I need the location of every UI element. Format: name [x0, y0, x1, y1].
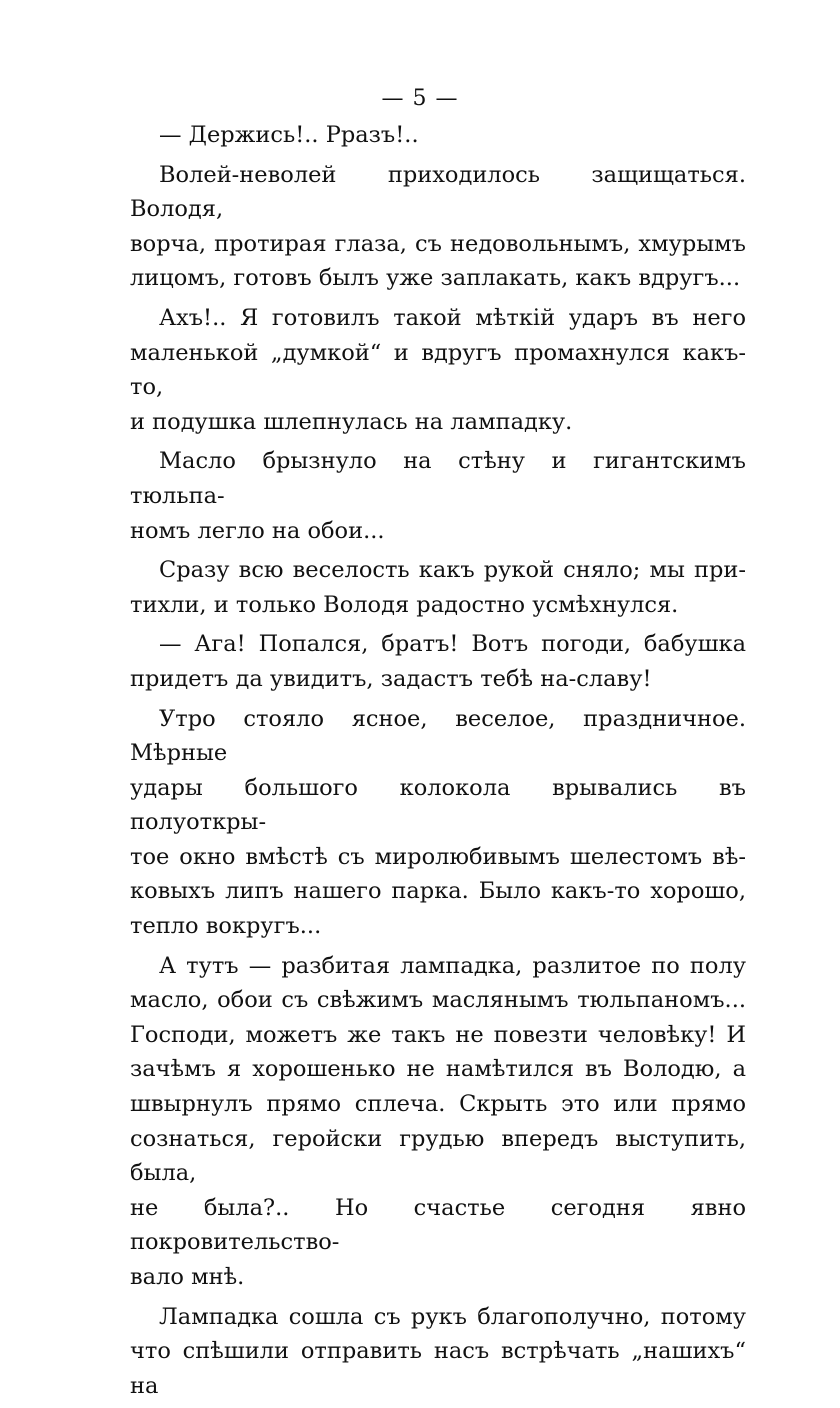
text-line: вало мнѣ. — [130, 1264, 245, 1290]
text-line: швырнулъ прямо сплеча. Скрыть это или прямо — [130, 1091, 746, 1118]
text-line: лицомъ, готовъ былъ уже заплакать, какъ вдругъ... — [130, 265, 741, 292]
text-line: тихли, и только Володя радостно усмѣхнулся. — [130, 591, 679, 618]
text-line: А тутъ — разбитая лампадка, разлитое по полу — [159, 952, 746, 979]
text-line: удары большого колокола врывались въ полуоткры- — [130, 774, 746, 836]
text-line: — Ага! Попался, братъ! Вотъ погоди, бабушка — [159, 631, 746, 658]
text-line: номъ легло на обои... — [130, 517, 385, 544]
text-line: Утро стояло ясное, веселое, праздничное. Мѣрные — [130, 705, 746, 767]
paragraph — [130, 158, 746, 296]
text-line: зачѣмъ я хорошенько не намѣтился въ Володю, а — [130, 1056, 746, 1083]
paragraph — [130, 702, 746, 944]
text-line: масло, обои съ свѣжимъ маслянымъ тюльпаномъ... — [130, 987, 746, 1014]
text-line: Волей-неволей приходилось защищаться. Володя, — [130, 161, 746, 223]
page-number: — 5 — — [381, 86, 459, 111]
paragraph — [130, 627, 746, 696]
paragraph — [130, 444, 746, 548]
text-line: — Держись!.. Рразъ!.. — [159, 122, 419, 148]
text-line: не была?.. Но счастье сегодня явно покровительство- — [130, 1194, 746, 1256]
text-line: ковыхъ липъ нашего парка. Было какъ-то хорошо, — [130, 878, 746, 905]
paragraph — [130, 301, 746, 439]
paragraph — [130, 118, 746, 153]
text-line: Лампадка сошла съ рукъ благополучно, потому — [159, 1303, 746, 1330]
text-line: маленькой „думкой“ и вдругъ промахнулся какъ-то, — [130, 339, 746, 401]
text-line: Ахъ!.. Я готовилъ такой мѣткій ударъ въ него — [159, 304, 746, 331]
text-line: Масло брызнуло на стѣну и гигантскимъ тюльпа- — [130, 448, 746, 509]
page-body-text — [130, 118, 746, 1408]
text-line: придетъ да увидитъ, задастъ тебѣ на-славу! — [130, 665, 652, 692]
paragraph — [130, 1300, 746, 1404]
paragraph — [130, 949, 746, 1295]
text-line: сознаться, геройски грудью впередъ выступить, была, — [130, 1125, 746, 1187]
text-line: тое окно вмѣстѣ съ миролюбивымъ шелестомъ вѣ- — [130, 843, 746, 870]
text-line: тепло вокругъ... — [130, 913, 322, 940]
text-line: Господи, можетъ же такъ не повезти человѣку! И — [130, 1021, 746, 1048]
text-line: что спѣшили отправить насъ встрѣчать „нашихъ“ на — [130, 1338, 746, 1399]
text-line: ворча, протирая глаза, съ недовольнымъ, хмурымъ — [130, 230, 746, 257]
paragraph — [130, 553, 746, 622]
text-line: Сразу всю веселость какъ рукой сняло; мы при- — [159, 557, 746, 584]
text-line: и подушка шлепнулась на лампадку. — [130, 408, 573, 435]
